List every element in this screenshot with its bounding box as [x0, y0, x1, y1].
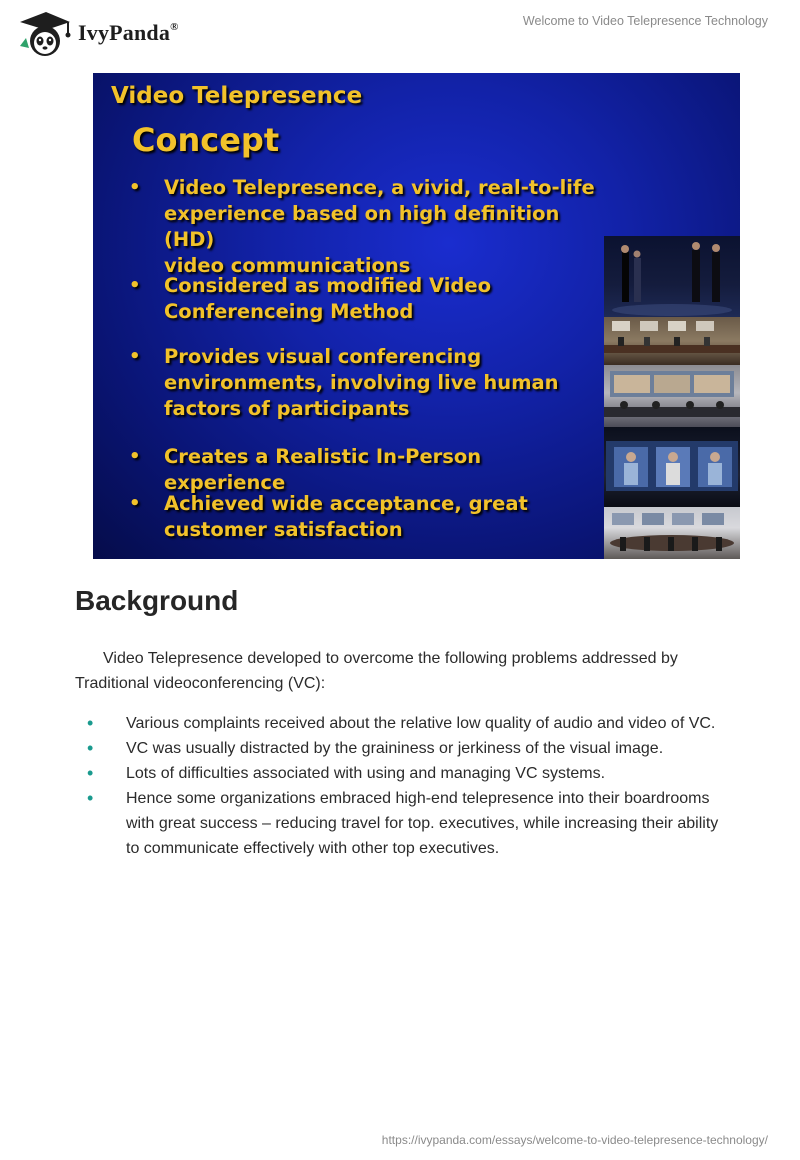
list-item	[75, 786, 735, 861]
slide-bullet-line: factors of participants	[164, 397, 410, 420]
background-bullet-list	[75, 711, 735, 861]
slide-bullet-line: Provides visual conferencing	[164, 345, 482, 368]
logo-wordmark	[78, 20, 179, 46]
slide-bullet-line: Creates a Realistic In-Person experience	[164, 445, 482, 494]
list-item-text: Various complaints received about the relative low quality of audio and video of VC.	[126, 715, 716, 732]
slide-image	[93, 73, 740, 559]
bullet-dot: •	[129, 346, 141, 367]
meeting-room-photo	[604, 317, 740, 365]
slide-bullet	[129, 344, 559, 422]
list-item-text: Lots of difficulties associated with using and managing VC systems.	[126, 765, 606, 782]
slide-title: Video Telepresence	[111, 83, 363, 109]
list-item-text: VC was usually distracted by the graininess or jerkiness of the visual image.	[126, 740, 664, 757]
slide-bullet-line: Conferenceing Method	[164, 300, 414, 323]
section-heading: Background	[75, 585, 239, 616]
bullet-dot: •	[129, 446, 141, 467]
slide-bullet-line: Video Telepresence, a vivid, real-to-life	[164, 176, 595, 199]
bullet-dot: •	[87, 713, 94, 733]
slide-bullet	[129, 491, 528, 543]
slide-bullet	[129, 273, 491, 325]
slide-subtitle: Concept	[132, 121, 280, 159]
conference-screens-photo	[604, 365, 740, 427]
boardroom-photo	[604, 507, 740, 559]
bullet-dot: •	[87, 788, 94, 808]
telepresence-displays-photo	[604, 427, 740, 507]
bullet-dot: •	[87, 738, 94, 758]
ivypanda-logo[interactable]	[16, 8, 179, 58]
slide-bullet-line: Achieved wide acceptance, great	[164, 492, 528, 515]
list-item	[75, 736, 735, 761]
registered-mark: ®	[170, 20, 179, 33]
slide-bullet-line: environments, involving live human	[164, 371, 559, 394]
slide-bullet-line: video communications	[164, 254, 411, 277]
slide-bullet-line: customer satisfaction	[164, 518, 403, 541]
bullet-dot: •	[129, 493, 141, 514]
list-item	[75, 711, 735, 736]
bullet-dot: •	[87, 763, 94, 783]
slide-bullet	[129, 175, 609, 279]
list-item	[75, 761, 735, 786]
slide-bullet	[129, 444, 609, 496]
bullet-dot: •	[129, 275, 141, 296]
slide-bullet-line: experience based on high definition (HD)	[164, 202, 560, 251]
stage-presenters-photo	[604, 236, 740, 317]
intro-paragraph: Video Telepresence developed to overcome the following problems addressed by Traditional videoconferencing (VC):	[75, 650, 678, 692]
document-title: Welcome to Video Telepresence Technology	[522, 14, 768, 28]
source-url-link[interactable]: https://ivypanda.com/essays/welcome-to-video-telepresence-technology/	[381, 1133, 768, 1147]
logo-text: IvyPanda	[78, 20, 171, 45]
bullet-dot: •	[129, 177, 141, 198]
panda-graduate-icon	[16, 8, 72, 58]
slide-bullet-line: Considered as modified Video	[164, 274, 492, 297]
list-item-text: Hence some organizations embraced high-end telepresence into their boardrooms with great success – reducing travel for top. executives, while increasing their ability to communicate effectively with other top executives.	[126, 790, 719, 857]
telepresence-photo-strip	[604, 236, 740, 559]
